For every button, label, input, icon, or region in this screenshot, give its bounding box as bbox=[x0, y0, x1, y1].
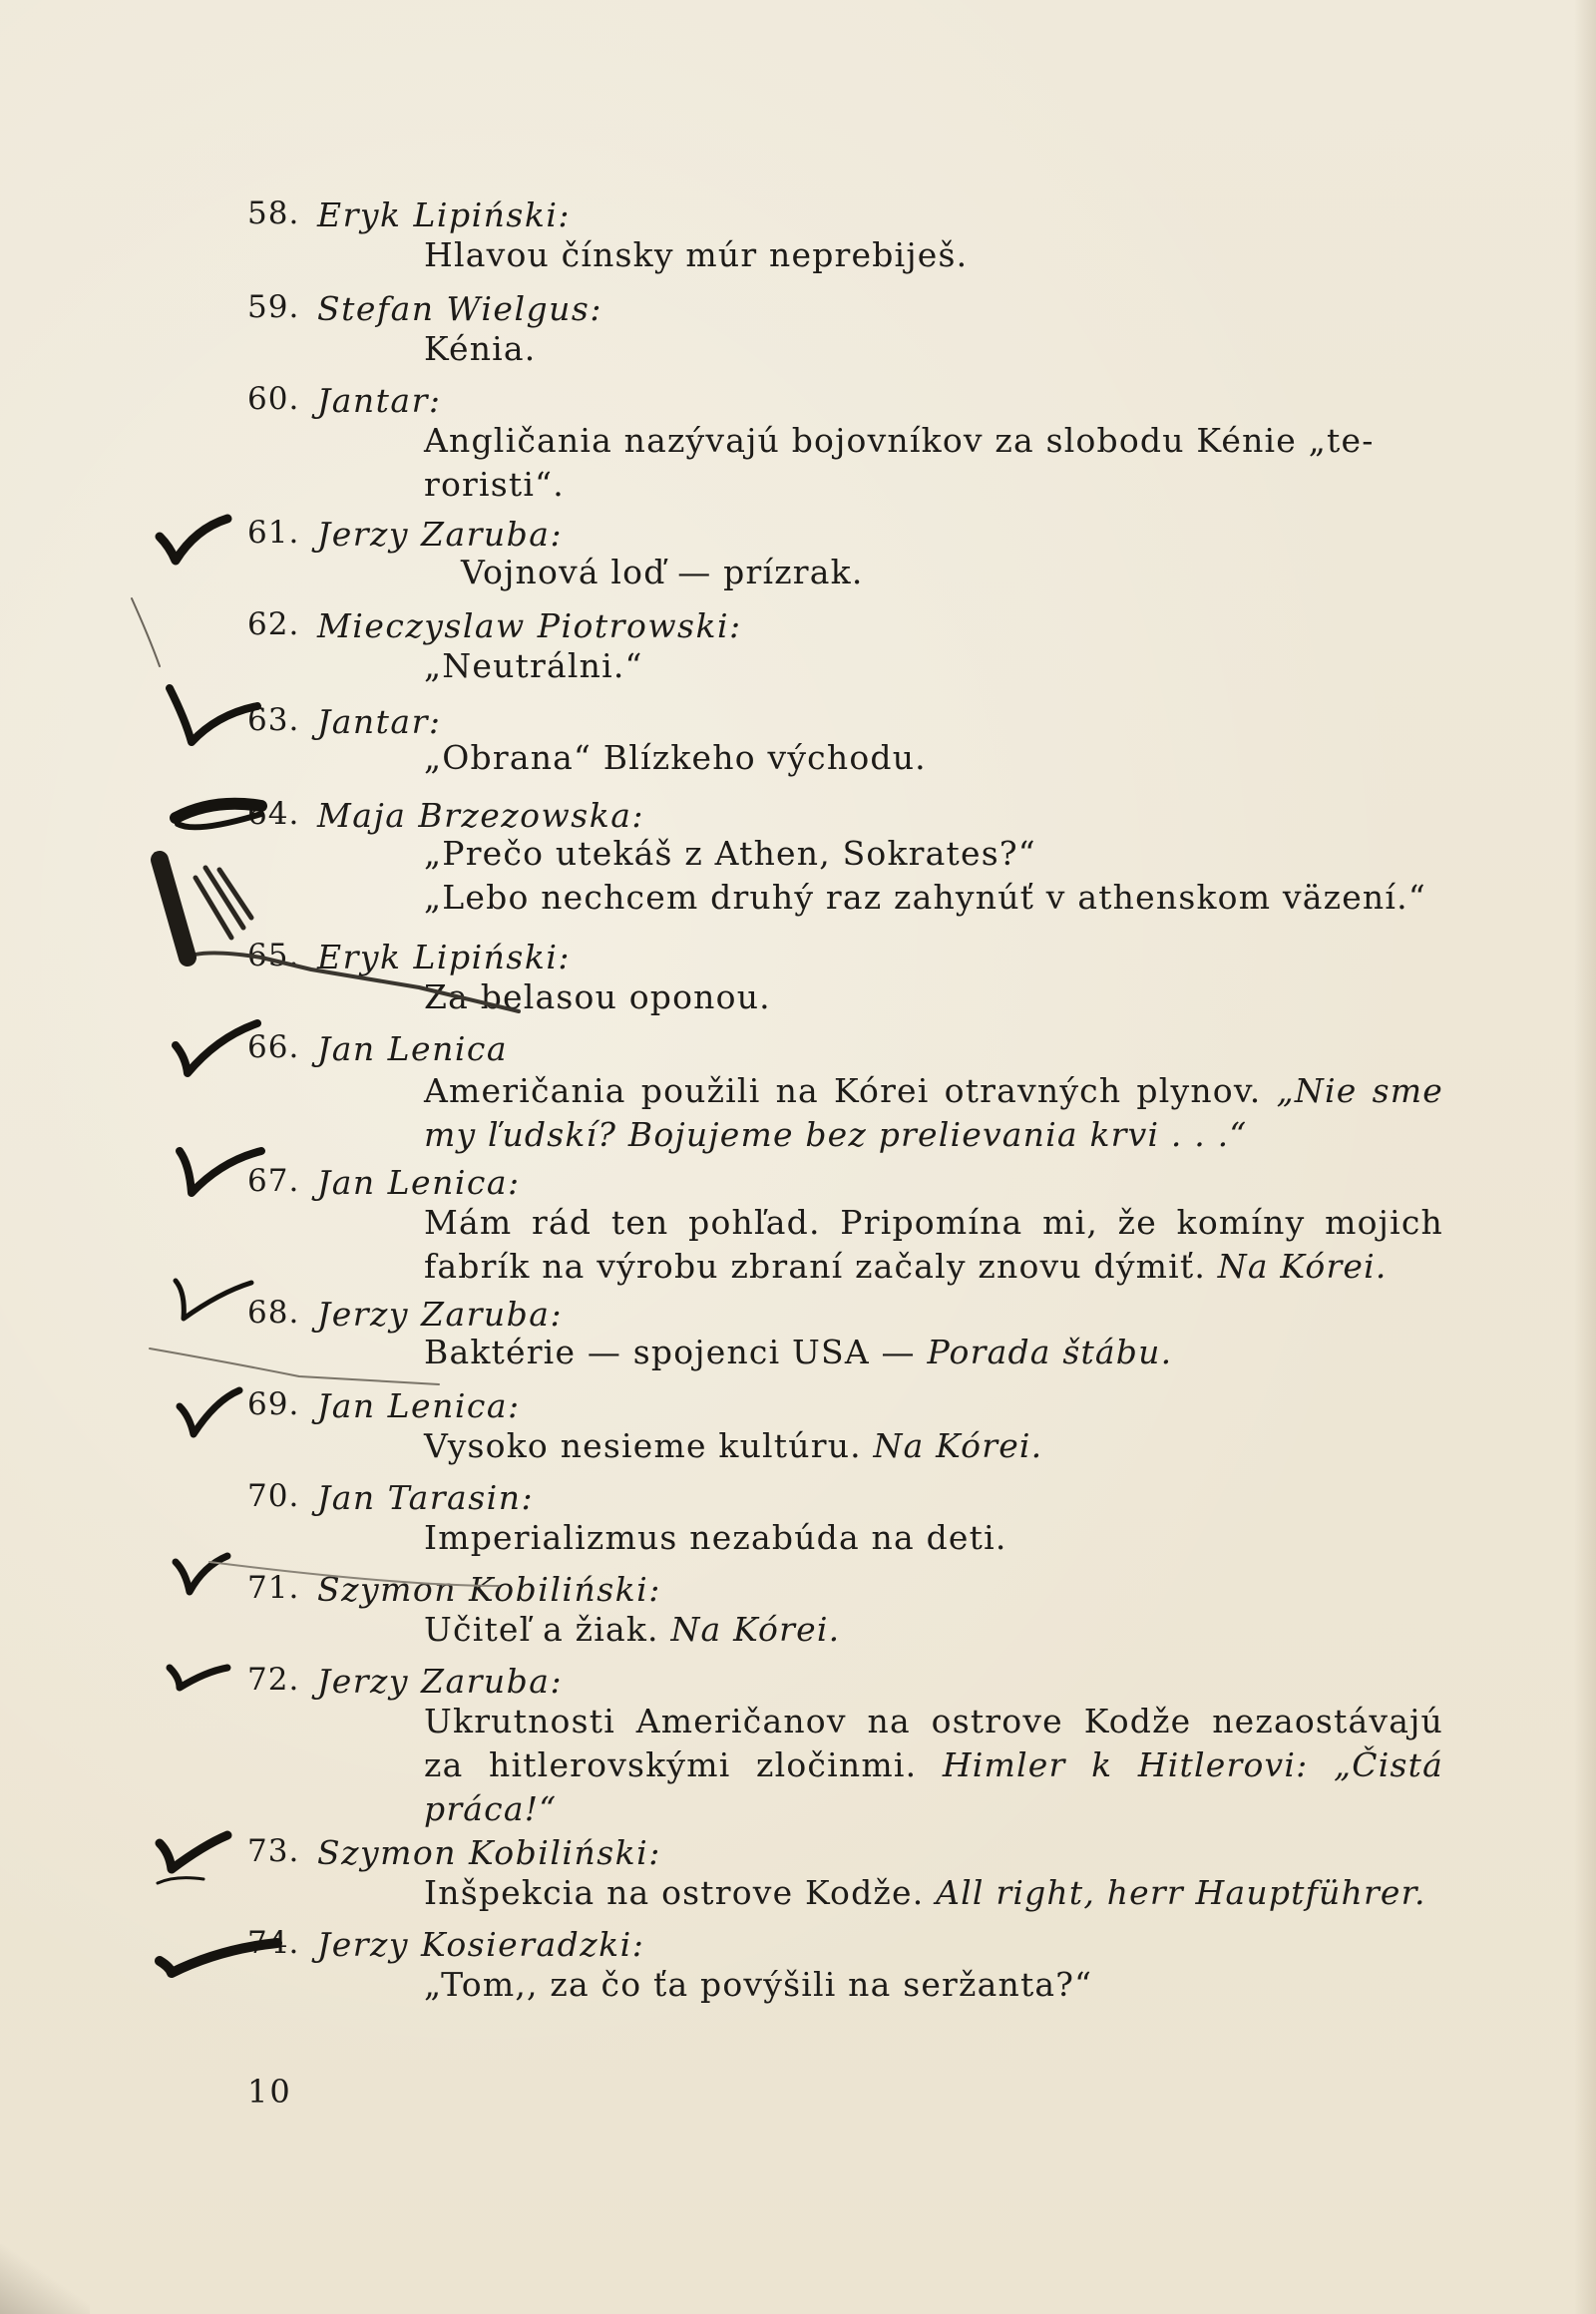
entry-text: Ukrutnosti Američanov na ostrove Kodže nezaostávajú za hitlerovskými zločinmi. Himler k Hitlerovi: „Čistá práca!“ bbox=[424, 1702, 1443, 1828]
entry-text: Za belasou oponou. bbox=[424, 977, 771, 1016]
entry-text: Vysoko nesieme kultúru. Na Kórei. bbox=[424, 1426, 1043, 1465]
entry-number: 59. bbox=[247, 289, 300, 325]
entry-author: Jerzy Zaruba: bbox=[317, 1295, 564, 1334]
entry-author: Jan Lenica bbox=[317, 1029, 509, 1068]
entry-text: Imperializmus nezabúda na deti. bbox=[424, 1518, 1007, 1557]
entry-number: 67. bbox=[247, 1163, 300, 1199]
check-mark-icon bbox=[180, 1390, 239, 1434]
entry-number: 60. bbox=[247, 381, 300, 417]
entry-text: Kénia. bbox=[424, 329, 537, 368]
entry-number: 73. bbox=[247, 1833, 300, 1869]
page-number: 10 bbox=[247, 2073, 292, 2111]
entry-author: Szymon Kobiliński: bbox=[317, 1570, 661, 1609]
entry-author: Eryk Lipiński: bbox=[317, 938, 571, 976]
entry-number: 63. bbox=[247, 702, 300, 738]
entry-number: 58. bbox=[247, 195, 300, 231]
check-mark-icon bbox=[170, 688, 257, 742]
page-corner-shadow bbox=[0, 2244, 90, 2314]
entry-author: Jerzy Zaruba: bbox=[317, 515, 564, 554]
entry-text: Angličania nazývajú bojovníkov za slobodu Kénie „te- roristi“. bbox=[424, 421, 1375, 504]
entry-author: Szymon Kobiliński: bbox=[317, 1833, 661, 1872]
check-mark-icon bbox=[176, 1023, 257, 1073]
check-mark-icon bbox=[160, 519, 227, 561]
entry-author: Mieczyslaw Piotrowski: bbox=[317, 606, 742, 645]
check-mark-icon bbox=[160, 860, 188, 958]
entry-author: Stefan Wielgus: bbox=[317, 289, 602, 328]
entry-text: Vojnová loď — prízrak. bbox=[461, 553, 864, 591]
entry-number: 74. bbox=[247, 1925, 300, 1961]
page-edge-shadow bbox=[1574, 0, 1596, 2314]
check-mark-icon bbox=[132, 598, 160, 666]
entry-author: Jan Lenica: bbox=[317, 1163, 521, 1202]
entry-text: „Neutrálni.“ bbox=[424, 646, 643, 685]
check-mark-icon bbox=[176, 1556, 227, 1592]
entry-author: Jerzy Zaruba: bbox=[317, 1662, 564, 1701]
entry-number: 62. bbox=[247, 606, 300, 642]
entry-number: 72. bbox=[247, 1662, 300, 1698]
entry-number: 69. bbox=[247, 1386, 300, 1422]
entry-text: Mám rád ten pohľad. Pripomína mi, že komíny mojich fabrík na výrobu zbraní začaly znovu dýmiť. Na Kórei. bbox=[424, 1203, 1443, 1286]
entry-text: Američania použili na Kórei otravných plynov. „Nie sme my ľudskí? Bojujeme bez prelievania krvi . . .“ bbox=[424, 1071, 1443, 1154]
entry-author: Jantar: bbox=[317, 702, 442, 741]
check-mark-icon bbox=[176, 1281, 251, 1319]
entry-author: Maja Brzezowska: bbox=[317, 796, 645, 835]
entry-number: 66. bbox=[247, 1029, 300, 1065]
entry-number: 68. bbox=[247, 1295, 300, 1331]
entry-author: Jan Lenica: bbox=[317, 1386, 521, 1425]
entry-number: 65. bbox=[247, 938, 300, 973]
entry-number: 61. bbox=[247, 515, 300, 551]
entry-author: Eryk Lipiński: bbox=[317, 195, 571, 234]
entry-number: 64. bbox=[247, 796, 300, 832]
entry-author: Jerzy Kosieradzki: bbox=[317, 1925, 645, 1964]
entry-text: Učiteľ a žiak. Na Kórei. bbox=[424, 1610, 841, 1649]
entry-text: Baktérie — spojenci USA — Porada štábu. bbox=[424, 1333, 1173, 1371]
check-mark-icon bbox=[150, 1349, 439, 1384]
entry-number: 70. bbox=[247, 1478, 300, 1514]
check-mark-icon bbox=[196, 868, 251, 938]
entry-author: Jan Tarasin: bbox=[317, 1478, 535, 1517]
entry-text: „Prečo utekáš z Athen, Sokrates?“ „Lebo nechcem druhý raz zahynúť v athenskom väzení.“ bbox=[424, 834, 1426, 917]
check-mark-icon bbox=[158, 1878, 203, 1883]
entry-author: Jantar: bbox=[317, 381, 442, 420]
entry-text: „Obrana“ Blízkeho východu. bbox=[424, 738, 927, 777]
check-mark-icon bbox=[170, 1668, 227, 1688]
check-mark-icon bbox=[160, 1835, 227, 1869]
entry-text: Hlavou čínsky múr neprebiješ. bbox=[424, 235, 969, 274]
entry-text: „Tom,, za čo ťa povýšili na seržanta?“ bbox=[424, 1965, 1093, 2004]
entry-text: Inšpekcia na ostrove Kodže. All right, herr Hauptführer. bbox=[424, 1873, 1426, 1912]
entry-number: 71. bbox=[247, 1570, 300, 1606]
